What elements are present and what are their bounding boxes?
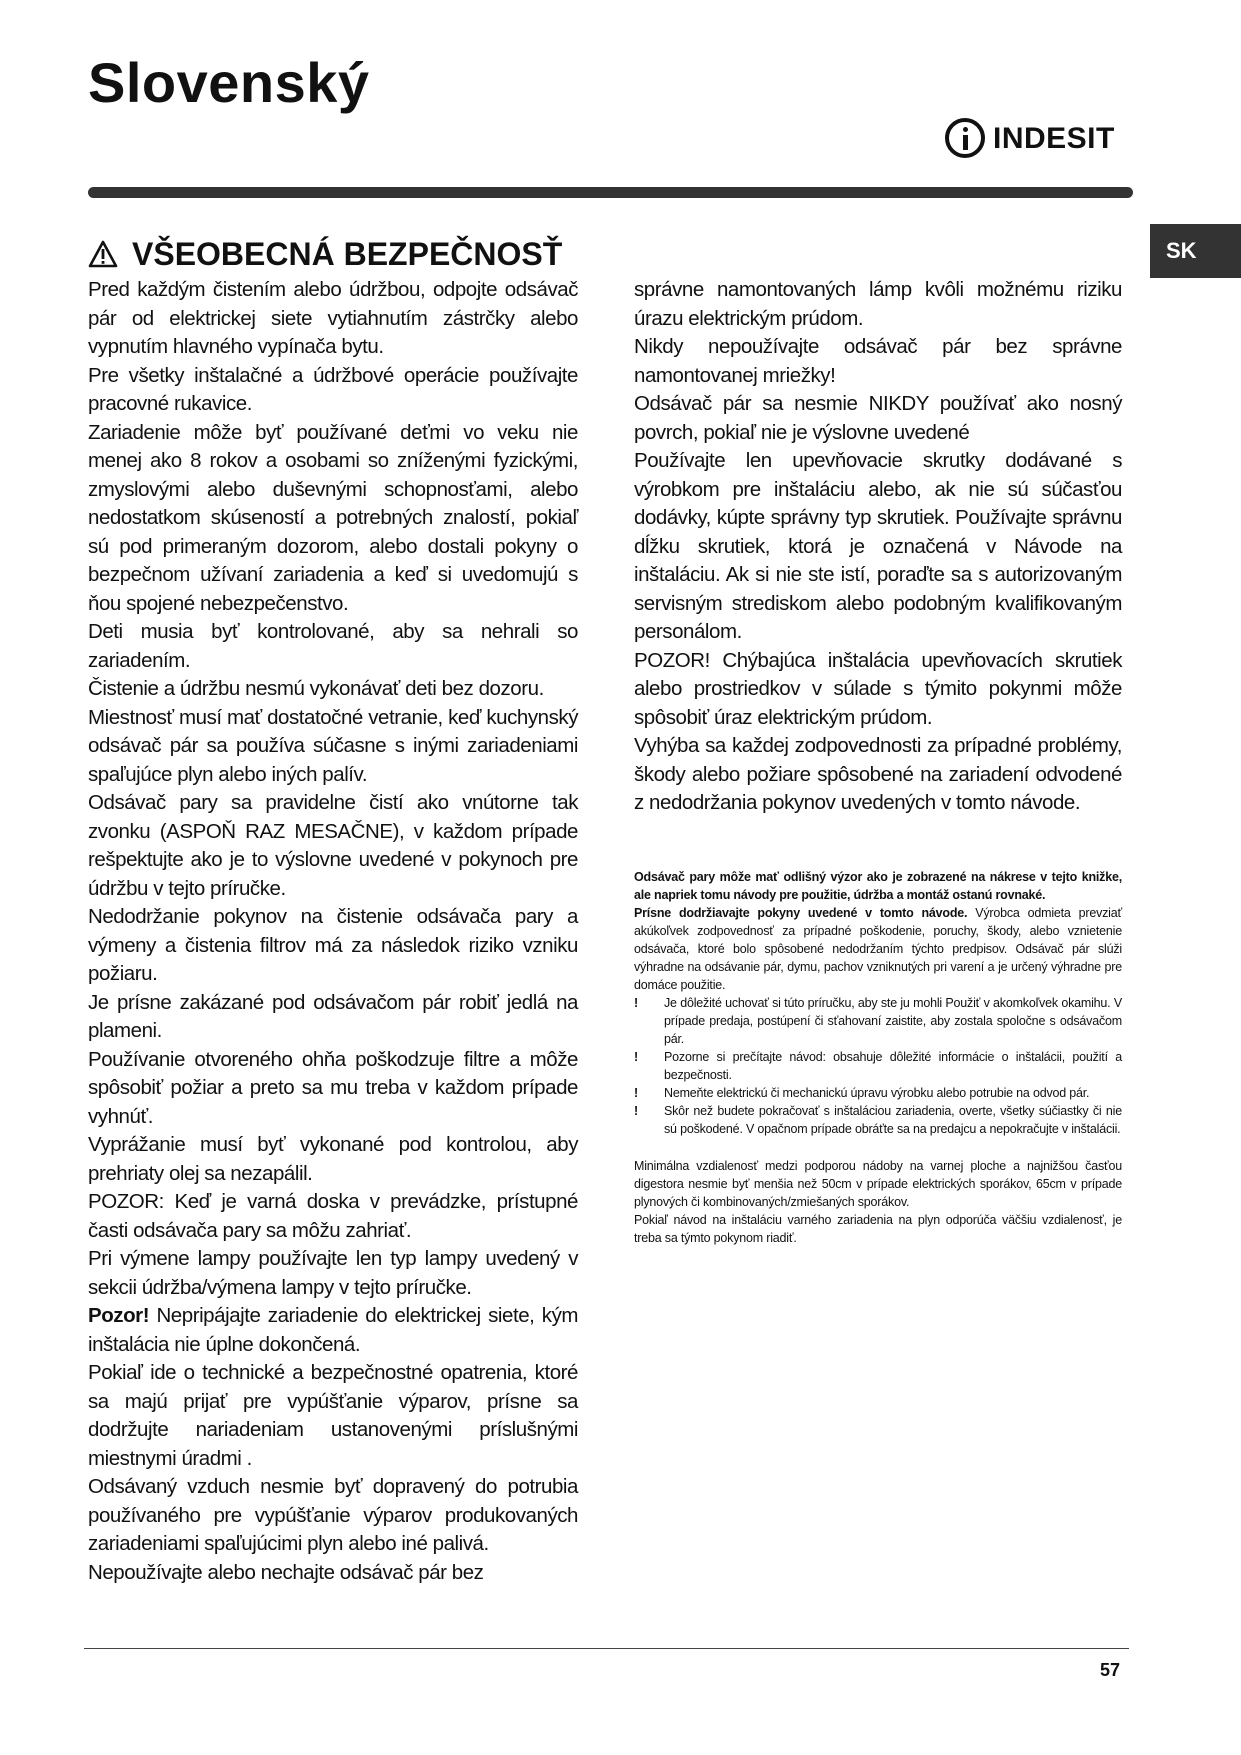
exclamation-icon: ! — [634, 1104, 638, 1118]
distance-note: Minimálna vzdialenosť medzi podporou nádoby na varnej ploche a najnižšou časťou digestora nesmie byť menšia než 50cm v prípade elektrických sporákov, 65cm v prípade plynových či kombinovaných/zmiešaných sporákov. — [634, 1159, 1122, 1209]
paragraph: Pri výmene lampy používajte len typ lampy uvedený v sekcii údržba/výmena lampy v tejto príručke. — [88, 1247, 578, 1299]
notes-section — [634, 868, 1122, 1247]
list-item — [634, 1102, 1122, 1138]
warning-paragraph — [88, 1302, 578, 1359]
paragraph: Odsávaný vzduch nesmie byť dopravený do potrubia používaného pre vypúšťanie výparov produkovaných zariadeniami spaľujúcimi plyn alebo iné palivá. — [88, 1475, 578, 1555]
list-item-text: Nemeňte elektrickú či mechanickú úpravu výrobku alebo potrubie na odvod pár. — [664, 1086, 1090, 1100]
paragraph: Deti musia byť kontrolované, aby sa nehrali so zariadením. — [88, 620, 578, 672]
language-tab: SK — [1150, 224, 1241, 278]
paragraph: Pred každým čistením alebo údržbou, odpojte odsávač pár od elektrickej siete vytiahnutím zástrčky alebo vypnutím hlavného vypínača bytu. — [88, 278, 578, 358]
header-divider — [88, 187, 1133, 198]
left-column — [88, 276, 578, 1587]
page-number: 57 — [1100, 1660, 1121, 1680]
brand-name: INDESIT — [993, 122, 1115, 155]
list-item — [634, 994, 1122, 1048]
section-heading — [88, 234, 562, 274]
list-item — [634, 1048, 1122, 1084]
paragraph: Je prísne zakázané pod odsávačom pár robiť jedlá na plameni. — [88, 990, 578, 1042]
exclamation-icon: ! — [634, 996, 638, 1010]
paragraph: Pre všetky inštalačné a údržbové operácie používajte pracovné rukavice. — [88, 363, 578, 415]
paragraph: Nepoužívajte alebo nechajte odsávač pár bez — [88, 1560, 484, 1584]
exclamation-icon: ! — [634, 1050, 638, 1064]
info-circle-icon — [945, 118, 985, 158]
paragraph: Používanie otvoreného ohňa poškodzuje filtre a môže spôsobiť požiar a preto sa mu treba v každom prípade vyhnúť. — [88, 1047, 578, 1128]
footer-divider — [84, 1648, 1129, 1649]
paragraph: správne namontovaných lámp kvôli možnému riziku úrazu elektrickým prúdom. — [634, 278, 1122, 330]
list-item-text: Skôr než budete pokračovať s inštaláciou zariadenia, overte, všetky súčiastky či nie sú poškodené. V opačnom prípade obráťte sa na predajcu a nepokračujte v inštalácii. — [664, 1104, 1122, 1136]
warning-lead: Pozor! — [88, 1304, 150, 1327]
warning-text: Nepripájajte zariadenie do elektrickej siete, kým inštalácia nie úplne dokončená. — [88, 1304, 578, 1356]
list-item — [634, 1084, 1122, 1102]
paragraph: Používajte len upevňovacie skrutky dodávané s výrobkom pre inštaláciu alebo, ak nie sú súčasťou dodávky, kúpte správny typ skrutiek. Používajte správnu dĺžku skrutiek, ktorá je označená v Návode na inštaláciu. Ak si nie ste istí, poraďte sa s autorizovaným servisným strediskom alebo podobným kvalifikovaným personálom. — [634, 449, 1122, 643]
distance-note: Pokiaľ návod na inštaláciu varného zariadenia na plyn odporúča väčšiu vzdialenosť, je treba sa týmto pokynom riadiť. — [634, 1213, 1122, 1245]
brand-logo — [945, 118, 1125, 168]
paragraph: Nikdy nepoužívajte odsávač pár bez správne namontovanej mriežky! — [634, 335, 1122, 387]
list-item-text: Pozorne si prečítajte návod: obsahuje dôležité informácie o inštalácii, použití a bezpečnosti. — [664, 1050, 1122, 1082]
list-item-text: Je dôležité uchovať si túto príručku, aby ste ju mohli Použiť v akomkoľvek okamihu. V prípade predaja, postúpení či sťahovaní zaistite, aby zostala spoločne s odsávačom pár. — [664, 996, 1122, 1046]
paragraph: Vyprážanie musí byť vykonané pod kontrolou, aby prehriaty olej sa nezapálil. — [88, 1133, 578, 1185]
paragraph: Pokiaľ ide o technické a bezpečnostné opatrenia, ktoré sa majú prijať pre vypúšťanie výparov, prísne sa dodržujte nariadeniam ustanovenými príslušnými miestnymi úradmi . — [88, 1361, 578, 1470]
exclamation-icon: ! — [634, 1086, 638, 1100]
paragraph: POZOR! Chýbajúca inštalácia upevňovacích skrutiek alebo prostriedkov v súlade s týmito pokynmi môže spôsobiť úraz elektrickým prúdom. — [634, 648, 1122, 729]
paragraph: Čistenie a údržbu nesmú vykonávať deti bez dozoru. — [88, 677, 544, 700]
paragraph: POZOR: Keď je varná doska v prevádzke, prístupné časti odsávača pary sa môžu zahriať. — [88, 1190, 578, 1242]
notes-list — [634, 994, 1122, 1138]
paragraph: Vyhýba sa každej zodpovednosti za prípadné problémy, škody alebo požiare spôsobené na zariadení odvodené z nedodržania pokynov uvedených v tomto návode. — [634, 734, 1122, 814]
paragraph: Zariadenie môže byť používané deťmi vo veku nie menej ako 8 rokov a osobami so zníženými fyzickými, zmyslovými alebo duševnými schopnosťami, alebo nedostatkom skúseností a potrebných znalostí, pokiaľ sú pod primeraným dozorom, alebo dostali pokyny o bezpečnom užívaní zariadenia a keď si uvedomujú s ňou spojené nebezpečenstvo. — [88, 420, 578, 615]
notes-strict-lead: Prísne dodržiavajte pokyny uvedené v tomto návode. — [634, 906, 968, 920]
warning-triangle-icon — [88, 240, 118, 268]
notes-strict-text: Výrobca odmieta prevziať akúkoľvek zodpovednosť za prípadné poškodenie, poruchy, škody, alebo vznietenie odsávača, ktoré bolo spôsobené nedodržaním týchto predpisov. Odsávač pár slúži výhradne na odsávanie pár, dymu, pachov vzniknutých pri varení a je určený výhradne pre domáce použitie. — [634, 906, 1122, 992]
paragraph: Odsávač pár sa nesmie NIKDY používať ako nosný povrch, pokiaľ nie je výslovne uvedené — [634, 392, 1122, 444]
notes-strict — [634, 904, 1122, 994]
paragraph: Nedodržanie pokynov na čistenie odsávača pary a výmeny a čistenia filtrov má za následok riziko vzniku požiaru. — [88, 905, 578, 985]
paragraph: Odsávač pary sa pravidelne čistí ako vnútorne tak zvonku (ASPOŇ RAZ MESAČNE), v každom prípade rešpektujte ako je to výslovne uvedené v pokynoch pre údržbu v tejto príručke. — [88, 791, 578, 900]
section-heading-text: VŠEOBECNÁ BEZPEČNOSŤ — [132, 236, 563, 272]
notes-intro: Odsávač pary môže mať odlišný výzor ako je zobrazené na nákrese v tejto knižke, ale napriek tomu návody pre použitie, údržba a montáž ostanú rovnaké. — [634, 870, 1122, 902]
right-column — [634, 276, 1122, 818]
paragraph: Miestnosť musí mať dostatočné vetranie, keď kuchynský odsávač pár sa používa súčasne s inými zariadeniami spaľujúce plyn alebo iných palív. — [88, 705, 578, 786]
page-title: Slovenský — [88, 51, 370, 114]
